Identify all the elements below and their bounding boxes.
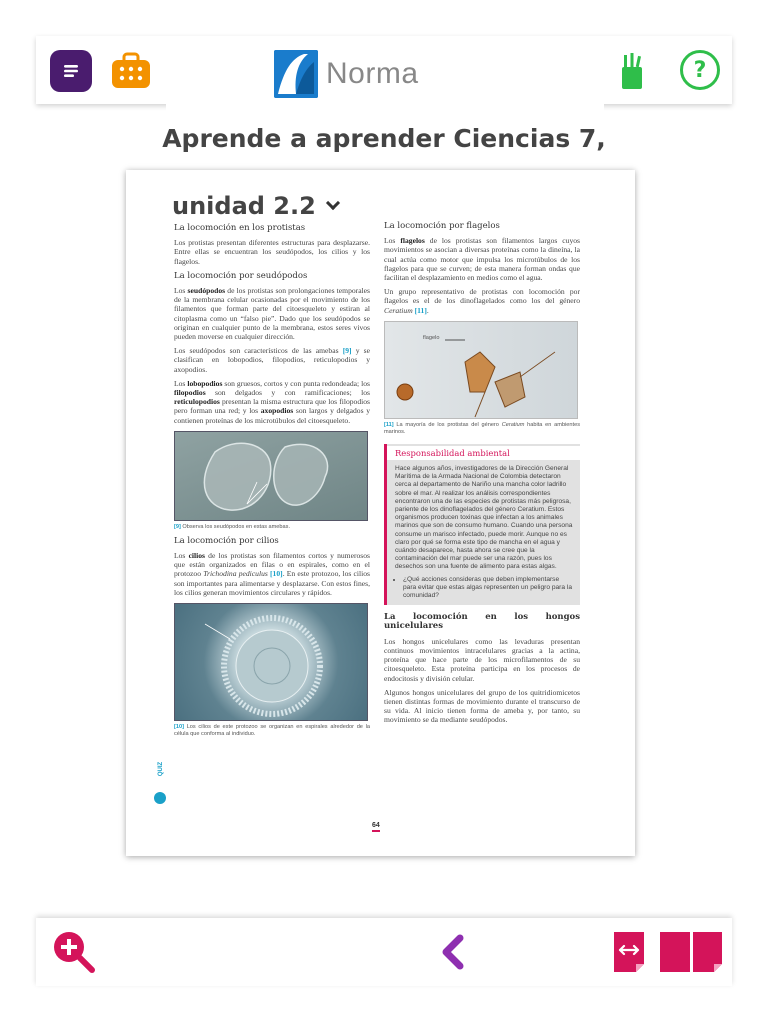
pencil-cup-icon <box>617 51 647 91</box>
paragraph: Los seudópodos de los protistas son prolongaciones temporales de la membrana celular ocasionadas por el movimiento de los filamentos que forman parte del citoesqueleto y estiran al citoplasma como un “falso pie”. Dado que los seudópodos se originan en cualquier punto de la membrana, estos seres vivos pueden moverse en cualquier dirección. <box>174 286 370 342</box>
unit-label: unidad 2.2 <box>172 192 316 220</box>
right-column <box>384 216 580 730</box>
swap-pages-icon <box>612 930 646 974</box>
book-title: Aprende a aprender Ciencias 7, <box>162 124 606 153</box>
bottom-toolbar <box>36 918 732 986</box>
heading-cilios: La locomoción por cilios <box>174 535 279 546</box>
flagelo-label: flagelo <box>423 334 440 341</box>
help-button[interactable] <box>680 50 720 90</box>
paragraph: Los seudópodos son característicos de las amebas [9] y se clasifican en lobopodios, filopodios, reticulopodios y axopodios. <box>174 346 370 374</box>
box-title: Responsabilidad ambiental <box>387 446 580 460</box>
previous-page-button[interactable] <box>436 934 472 970</box>
brand-name: Norma <box>326 57 419 90</box>
paragraph: Los hongos unicelulares como las levaduras presentan continuos movimientos intracelulares gracias a la actina, proteína que hace parte de los microfilamentos de su citoesqueleto. Esta proteína participa en los procesos de endocitosis y división celular. <box>384 636 580 683</box>
left-column <box>174 218 370 738</box>
figure-ref[interactable]: [9] <box>342 346 352 356</box>
quiz-label[interactable]: QUIZ <box>158 761 165 777</box>
book-page <box>126 170 635 856</box>
norma-logo-icon <box>274 50 318 98</box>
figure-caption: [11] La mayoría de los protistas del género Ceratium habita en ambientes marinos. <box>384 421 580 435</box>
heading-hongos: La locomoción en los hongos unicelulares <box>384 612 580 632</box>
heading-seudopodos: La locomoción por seudópodos <box>174 270 308 281</box>
ceratium-photo[interactable] <box>384 321 578 419</box>
responsabilidad-ambiental-box <box>384 444 580 605</box>
swap-pages-button[interactable] <box>612 930 646 974</box>
brand-logo <box>274 50 419 98</box>
paragraph: Los cilios de los protistas son filamentos cortos y numerosos que están organizados en filas o en espirales, como en el protozoo Trichodina pediculus [10]. En este protozoo, los cilios son importantes para alimentarse y desplazarse. Con estos fines, los cilios generan movimientos circulares y rápidos. <box>174 551 370 597</box>
zoom-in-icon <box>52 930 96 974</box>
tools-button[interactable] <box>611 50 653 92</box>
paragraph: Los flagelos de los protistas son filamentos largos cuyos movimientos se asocian a diversas proteínas como la dineína, la cual actúa como motor que impulsa los microtúbulos de los flagelos para que se curven; de esta manera forman ondas que facilitan el desplazamiento en medios como el agua. <box>384 236 580 283</box>
zoom-in-button[interactable] <box>52 930 96 974</box>
heading-protistas: La locomoción en los protistas <box>174 223 306 233</box>
amoeba-photo[interactable] <box>174 431 368 521</box>
paragraph: Algunos hongos unicelulares del grupo de los quitridiomicetos tienen distintas formas de movimiento durante el transcurso de su vida. Al inicio tienen forma de ameba y, por tanto, su movimiento se da mediante seudópodos. <box>384 687 580 725</box>
trichodina-photo[interactable] <box>174 603 368 721</box>
figure-ref[interactable]: [10] <box>270 569 283 579</box>
box-question: • ¿Qué acciones consideras que deben implementarse para evitar que estas algas representen un peligro para la comunidad? <box>403 576 574 601</box>
paragraph: Un grupo representativo de protistas con locomoción por flagelos es el de los dinoflagelados como los del género Ceratium [11]. <box>384 287 580 315</box>
resources-button[interactable] <box>110 50 152 92</box>
paragraph: Los lobopodios son gruesos, cortos y con punta redondeada; los filopodios son delgados y con ramificaciones; los reticulopodios presentan la misma estructura que los filopodios pero forman una red; y los axopodios son largos y delgados y contienen proteínas de los microtúbulos del citoesqueleto. <box>174 378 370 425</box>
two-page-view-button[interactable] <box>658 930 724 974</box>
box-text: Hace algunos años, investigadores de la Dirección General Marítima de la Armada Nacional de Colombia detectaron cerca al departamento de Nariño una mancha color ladrillo sobre el mar. Al realizar los análisis correspondientes encontraron una de las especies de protistas más peligrosa, pariente de los dinoflagelados del género Ceratium. Estos organismos producen toxinas que infectan a los animales marinos que son de consumo humano. Cuando una persona consume un marisco infectado, puede morir. Aunque no es claro por qué se forma este tipo de mancha en el agua y cuándo desaparece, hasta ahora se cree que la contaminación del mar puede ser una razón, pues los desechos son una fuente de alimento para estas algas. <box>395 465 573 571</box>
figure-caption: [10] Los cilios de este protozoo se organizan en espirales alrededor de la célula que conforma al individuo. <box>174 724 370 738</box>
quiz-icon[interactable] <box>154 792 166 804</box>
page-number: 64 <box>372 822 380 832</box>
heading-flagelos: La locomoción por flagelos <box>384 221 500 231</box>
two-page-view-icon <box>658 930 724 974</box>
menu-icon <box>61 61 81 81</box>
chevron-left-icon <box>436 934 472 970</box>
menu-button[interactable] <box>50 50 92 92</box>
figure-ref[interactable]: [11] <box>414 305 427 315</box>
paragraph: Los protistas presentan diferentes estructuras para desplazarse. Entre ellas se encuentran los seudópodos, los cilios y los flagelos. <box>174 238 370 266</box>
chevron-down-icon <box>326 196 340 210</box>
help-icon: ? <box>693 57 707 83</box>
briefcase-icon <box>110 51 152 91</box>
figure-caption: [9] Observa los seudópodos en estas amebas. <box>174 523 290 530</box>
unit-selector[interactable] <box>172 192 338 220</box>
